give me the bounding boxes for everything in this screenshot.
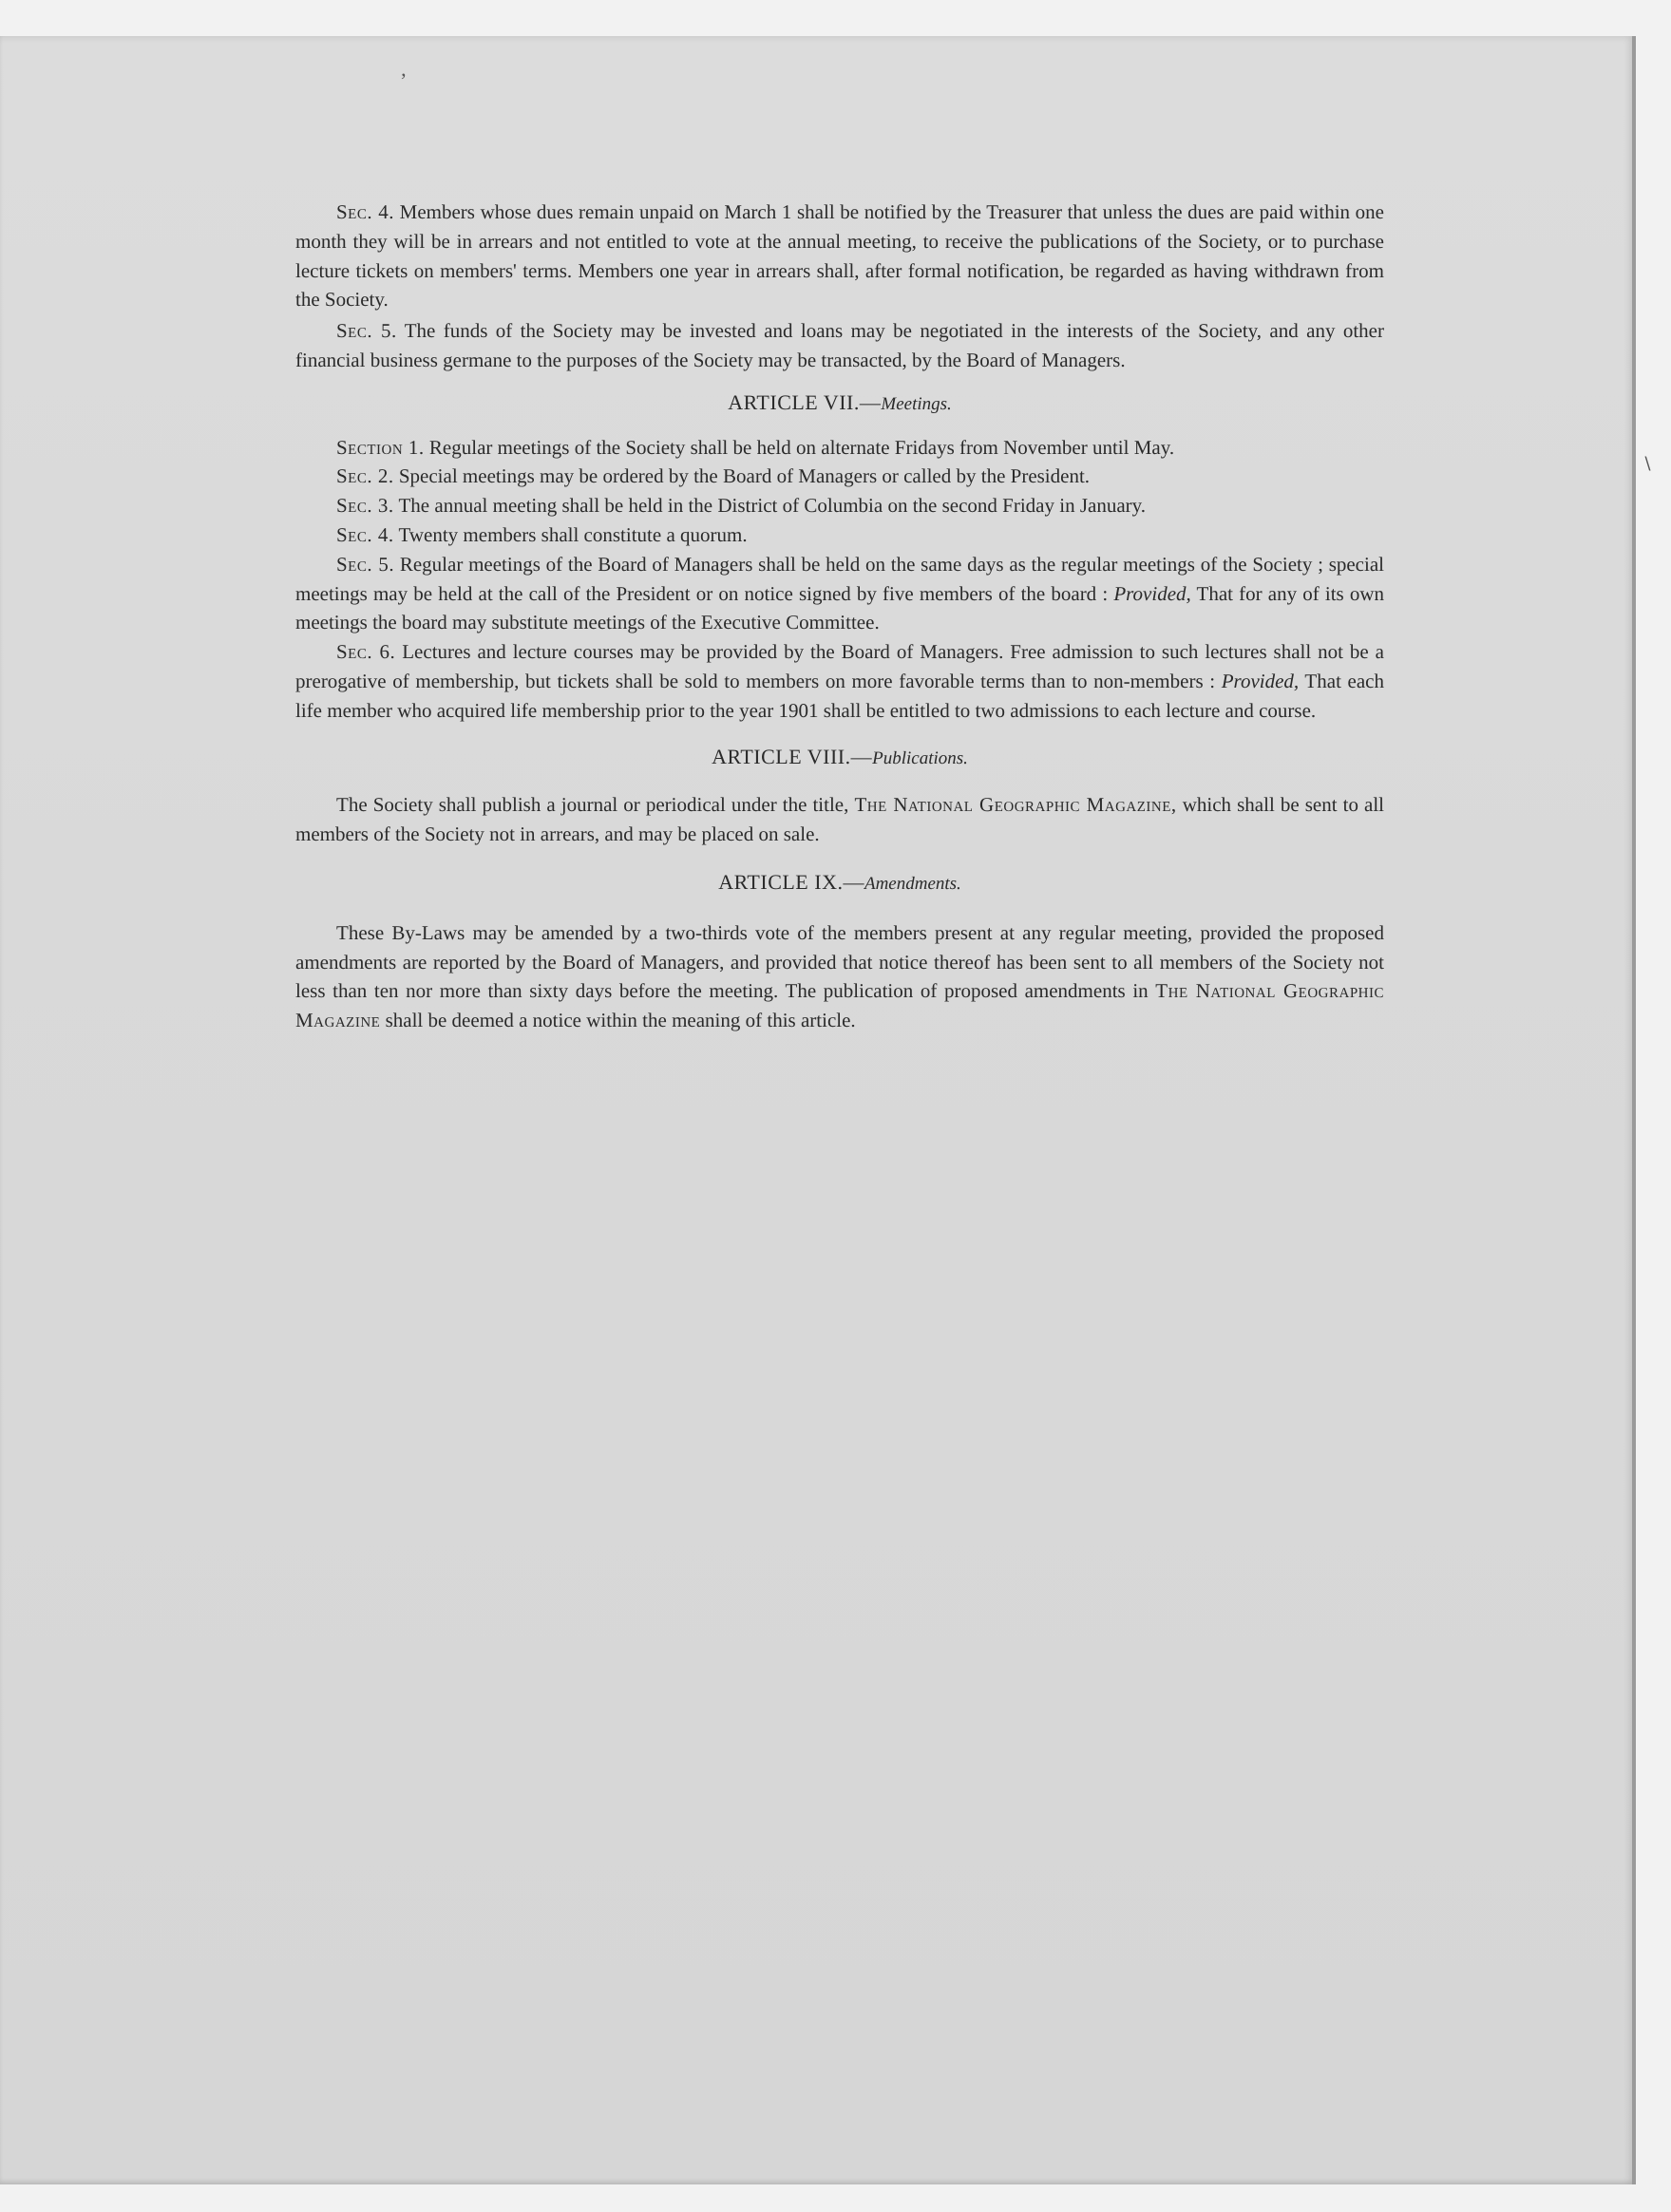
magazine-title: The National Geographic Magazine, — [854, 793, 1177, 817]
section-text: Special meetings may be ordered by the Board of Managers or called by the President. — [398, 464, 1091, 488]
section-label: Sec. 4. — [336, 200, 394, 223]
provided-term: Provided, — [1221, 669, 1300, 692]
section-label: Section 1. — [336, 435, 425, 459]
section-text: Members whose dues remain unpaid on March 1 shall be notified by the Treasurer that unless the dues are paid within one month they will be in arrears and not entitled to vote at the annual meeting, to receive the publications of the Society, or to purchase lecture tickets on members' terms. Members one year in arrears shall, after formal notification, be regarded as having withdrawn from the Society. — [295, 200, 1384, 312]
article7-sec4 — [295, 520, 1384, 550]
section-text: Regular meetings of the Society shall be held on alternate Fridays from November until May. — [428, 435, 1175, 459]
article7-sec3 — [295, 491, 1384, 520]
section-text: Twenty members shall constitute a quorum. — [398, 522, 748, 546]
section-label: Sec. 3. — [336, 494, 394, 518]
section-label: Sec. 6. — [336, 640, 396, 664]
article9-subtitle: Amendments. — [864, 873, 961, 894]
page-edge-shadow — [1632, 36, 1636, 2184]
article7-subtitle: Meetings. — [881, 393, 952, 414]
provided-term: Provided, — [1113, 581, 1191, 605]
article7-sec5: Sec. 5. Regular meetings of the Board of Managers shall be held on the same days as the regular meetings of the Society ; special meetings may be held at the call of the President or on notice signed by five members of the board : Provided, That for any of its own meetings the board may substitute meetings of the Executive Committee. — [295, 552, 1385, 634]
section-label: Sec. 2. — [336, 464, 394, 488]
article7-heading: ARTICLE VII.—Meetings. — [728, 389, 952, 414]
article9-body: These By-Laws may be amended by a two-thirds vote of the members present at any regular meeting, provided the proposed amendments are reported by the Board of Managers, and provided that notice thereof has been sent to all members of the Society not less than ten nor more than sixty days before the meeting. The publication of proposed amendments in The National Geographic Magazine shall be deemed a notice within the meaning of this article. — [295, 920, 1385, 1032]
section-text: The funds of the Society may be invested and loans may be negotiated in the interests of the Society, and any other financial business germane to the purposes of the Society may be transacted, by the Board of Managers. — [295, 319, 1384, 371]
magazine-title: The National Geographic Magazine — [295, 979, 1385, 1032]
article6-sec5 — [295, 316, 1384, 375]
article6-sec4 — [295, 198, 1384, 314]
section-label: Sec. 4. — [336, 522, 394, 546]
article9-heading: ARTICLE IX.—Amendments. — [718, 869, 961, 894]
margin-mark: ∖ — [1642, 454, 1653, 473]
article8-body: The Society shall publish a journal or periodical under the title, The National Geographic Magazine, which shall be sent to all members of the Society not in arrears, and may be placed on sale. — [295, 793, 1384, 846]
article8-heading: ARTICLE VIII.—Publications. — [712, 744, 968, 768]
article7-sec6: Sec. 6. Lectures and lecture courses may be provided by the Board of Managers. Free admission to such lectures shall not be a prerogative of membership, but tickets shall be sold to members on more favorable terms than to non-members : Provided, That each life member who acquired life membership prior to the year 1901 shall be entitled to two admissions to each lecture and course. — [295, 640, 1384, 722]
section-text: The annual meeting shall be held in the District of Columbia on the second Friday in January. — [398, 494, 1147, 518]
section-label: Sec. 5. — [336, 552, 395, 576]
article7-section1 — [295, 433, 1384, 463]
ink-speck: ’ — [400, 68, 408, 92]
article8-subtitle: Publications. — [872, 747, 968, 768]
article7-sec2 — [295, 462, 1384, 491]
section-label: Sec. 5. — [336, 319, 397, 343]
document-body — [295, 198, 1384, 1035]
